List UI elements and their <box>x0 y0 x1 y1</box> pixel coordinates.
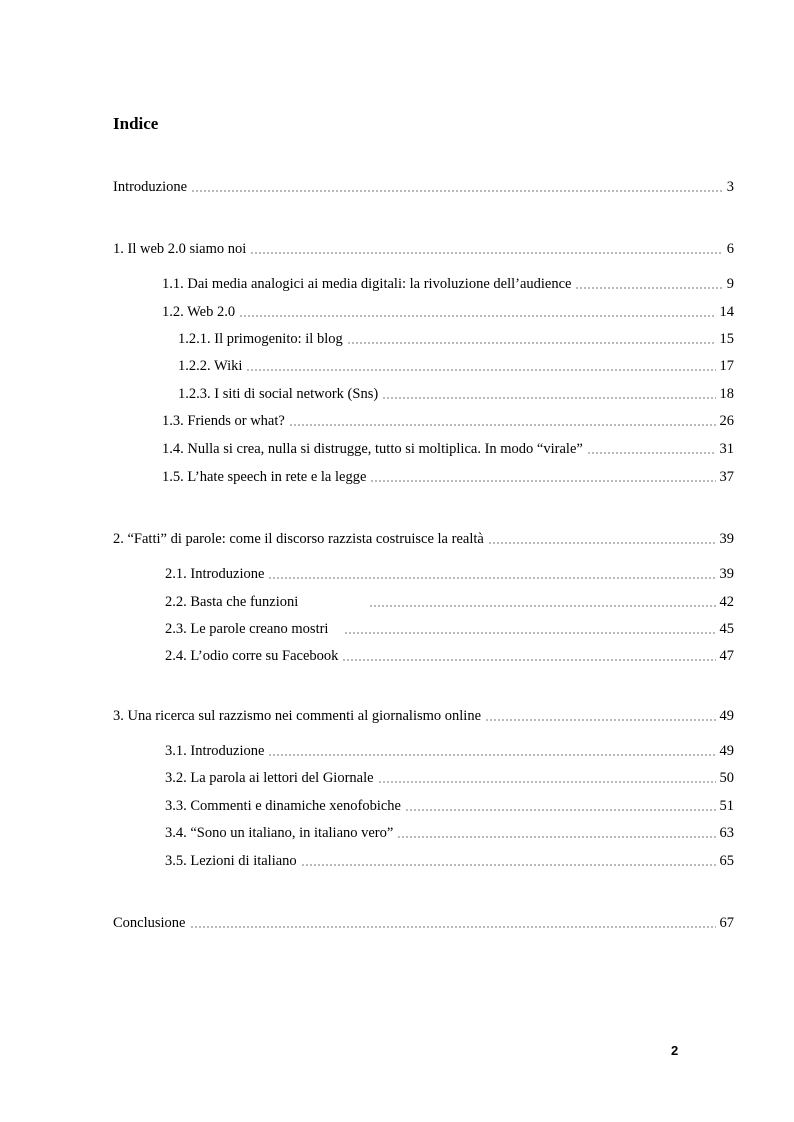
toc-entry-page: 65 <box>719 853 734 869</box>
dot-leader <box>289 424 716 426</box>
toc-entry-page: 45 <box>719 621 734 637</box>
toc-entry-page: 63 <box>719 825 734 841</box>
toc-entry-title: 3.4. “Sono un italiano, in italiano vero” <box>165 825 394 841</box>
toc-entry-title: 1.1. Dai media analogici ai media digitali: la rivoluzione dell’audience <box>162 276 572 292</box>
toc-entry-title: 1.2.2. Wiki <box>178 358 243 374</box>
toc-entry-1-5[interactable] <box>162 466 734 486</box>
toc-entry-title: Introduzione <box>113 179 188 195</box>
toc-entry-2-3[interactable] <box>165 618 734 638</box>
toc-entry-title: Conclusione <box>113 915 186 931</box>
toc-entry-page: 37 <box>719 469 734 485</box>
toc-entry-title: 1.2.3. I siti di social network (Sns) <box>178 386 379 402</box>
toc-entry-1-3[interactable] <box>162 410 734 430</box>
toc-entry-3-3[interactable] <box>165 795 734 815</box>
dot-leader <box>397 836 715 838</box>
page-number: 2 <box>671 1043 679 1058</box>
toc-entry-page: 49 <box>719 743 734 759</box>
dot-leader <box>246 369 715 371</box>
dot-leader <box>239 315 715 317</box>
toc-entry-page: 14 <box>719 304 734 320</box>
toc-entry-page: 42 <box>719 594 734 610</box>
page-title: Indice <box>113 114 159 133</box>
toc-entry-chapter-3[interactable] <box>113 705 734 725</box>
dot-leader <box>405 809 716 811</box>
toc-entry-page: 67 <box>719 915 734 931</box>
toc-entry-title: 2.3. Le parole creano mostri <box>165 621 329 637</box>
dot-leader <box>485 719 715 721</box>
toc-entry-page: 9 <box>726 276 734 292</box>
toc-entry-2-2[interactable] <box>165 591 734 611</box>
toc-entry-1-2-2[interactable] <box>178 355 734 375</box>
toc-entry-title: 3.1. Introduzione <box>165 743 265 759</box>
toc-entry-title: 1. Il web 2.0 siamo noi <box>113 241 247 257</box>
toc-entry-3-4[interactable] <box>165 822 734 842</box>
toc-entry-title: 2. “Fatti” di parole: come il discorso razzista costruisce la realtà <box>113 531 484 547</box>
toc-entry-page: 31 <box>719 441 734 457</box>
toc-entry-page: 15 <box>719 331 734 347</box>
toc-entry-introduzione[interactable] <box>113 176 734 196</box>
toc-entry-1-2[interactable] <box>162 301 734 321</box>
dot-leader <box>342 659 715 661</box>
toc-entry-title: 1.3. Friends or what? <box>162 413 285 429</box>
toc-entry-title: 2.4. L’odio corre su Facebook <box>165 648 339 664</box>
dot-leader <box>268 754 715 756</box>
toc-entry-page: 50 <box>719 770 734 786</box>
toc-entry-title: 1.2.1. Il primogenito: il blog <box>178 331 343 347</box>
dot-leader <box>575 287 722 289</box>
toc-entry-page: 49 <box>719 708 734 724</box>
toc-entry-page: 17 <box>719 358 734 374</box>
dot-leader <box>250 252 722 254</box>
toc-entry-title: 1.5. L’hate speech in rete e la legge <box>162 469 367 485</box>
dot-leader <box>382 397 715 399</box>
toc-entry-page: 47 <box>719 648 734 664</box>
toc-entry-page: 18 <box>719 386 734 402</box>
toc-entry-3-2[interactable] <box>165 767 734 787</box>
dot-leader <box>369 605 716 607</box>
dot-leader <box>301 864 716 866</box>
dot-leader <box>190 926 716 928</box>
toc-entry-title: 1.2. Web 2.0 <box>162 304 236 320</box>
toc-entry-chapter-1[interactable] <box>113 238 734 258</box>
toc-entry-2-1[interactable] <box>165 563 734 583</box>
toc-entry-1-2-1[interactable] <box>178 328 734 348</box>
dot-leader <box>488 542 716 544</box>
dot-leader <box>378 781 716 783</box>
toc-entry-page: 51 <box>719 798 734 814</box>
toc-entry-title: 3. Una ricerca sul razzismo nei commenti al giornalismo online <box>113 708 482 724</box>
toc-entry-conclusione[interactable] <box>113 912 734 932</box>
toc-entry-page: 3 <box>726 179 734 195</box>
toc-entry-title: 3.2. La parola ai lettori del Giornale <box>165 770 374 786</box>
toc-entry-page: 6 <box>726 241 734 257</box>
toc-entry-title: 3.5. Lezioni di italiano <box>165 853 297 869</box>
toc-entry-title: 2.2. Basta che funzioni <box>165 594 299 610</box>
dot-leader <box>347 342 716 344</box>
toc-entry-chapter-2[interactable] <box>113 528 734 548</box>
toc-entry-3-5[interactable] <box>165 850 734 870</box>
toc-entry-1-1[interactable] <box>162 273 734 293</box>
toc-entry-title: 1.4. Nulla si crea, nulla si distrugge, tutto si moltiplica. In modo “virale” <box>162 441 583 457</box>
toc-entry-page: 39 <box>719 531 734 547</box>
dot-leader <box>587 452 716 454</box>
toc-entry-page: 26 <box>719 413 734 429</box>
dot-leader <box>344 632 715 634</box>
dot-leader <box>191 190 723 192</box>
dot-leader <box>268 577 715 579</box>
toc-entry-2-4[interactable] <box>165 645 734 665</box>
toc-entry-3-1[interactable] <box>165 740 734 760</box>
toc-entry-page: 39 <box>719 566 734 582</box>
toc-entry-title: 3.3. Commenti e dinamiche xenofobiche <box>165 798 401 814</box>
dot-leader <box>370 480 715 482</box>
toc-entry-1-4[interactable] <box>162 438 734 458</box>
toc-entry-1-2-3[interactable] <box>178 383 734 403</box>
toc-entry-title: 2.1. Introduzione <box>165 566 265 582</box>
